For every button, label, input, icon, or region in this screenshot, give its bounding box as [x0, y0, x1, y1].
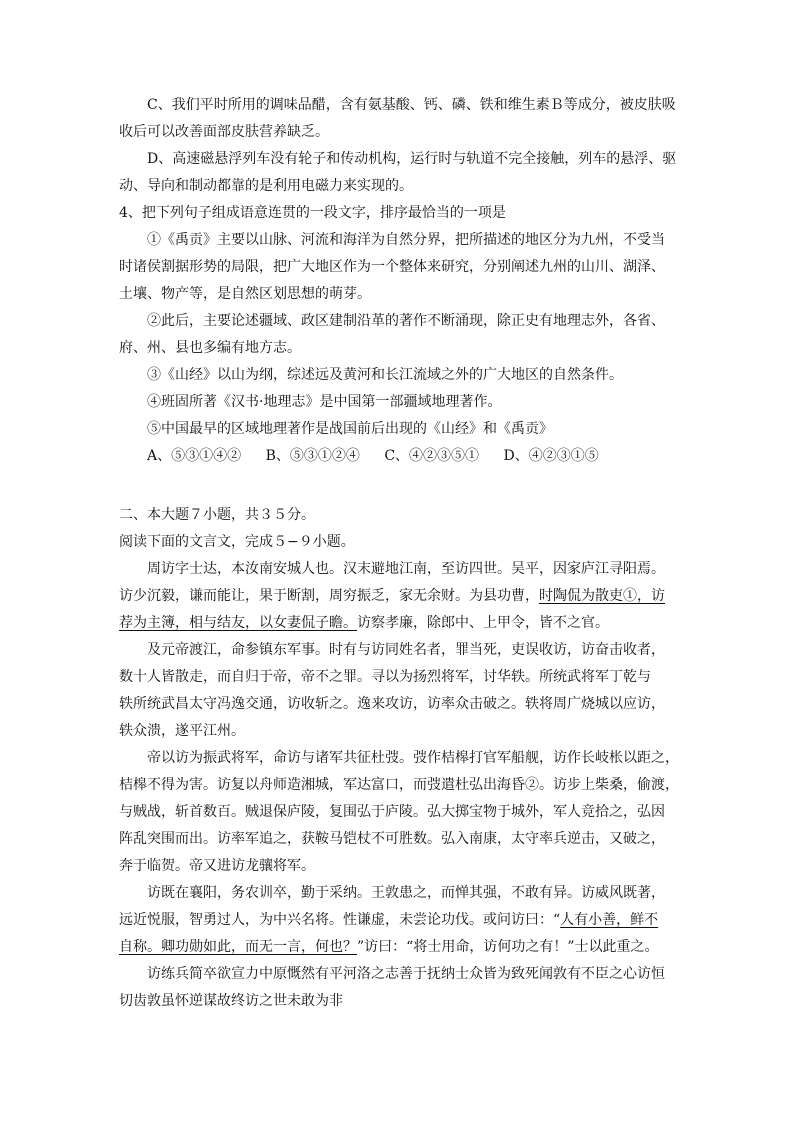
sentence-5: ⑤中国最早的区域地理著作是战国前后出现的《山经》和《禹贡》 — [147, 421, 553, 437]
passage-p1-line-2 — [119, 583, 675, 610]
passage-text: ”访曰：“将士用命，访何功之有！”士以此重之。 — [357, 939, 659, 955]
passage-text: 远近悦服，智勇过人，为中兴名将。性谦虚，未尝论功伐。或问访曰：“ — [119, 912, 561, 928]
sentence-1-line-3: 土壤、物产等，是自然区划思想的萌芽。 — [119, 286, 371, 302]
underlined-sentence-1a: 时陶侃为散吏①，访 — [539, 588, 665, 604]
answer-option-b: B、⑤③①②④ — [265, 448, 360, 464]
passage-p3-line-3: 与贼战，斩首数百。贼退保庐陵，复围弘于庐陵。弘大掷宝物于城外，军人竞拾之，弘因 — [119, 804, 665, 820]
passage-p3-line-5: 奔于临贺。帝又进访龙骧将军。 — [119, 858, 315, 874]
passage-text: 访察孝廉，除郎中、上甲令，皆不之官。 — [357, 615, 609, 631]
passage-p1-line-3 — [119, 610, 675, 637]
underlined-sentence-1b: 荐为主簿，相与结友，以女妻侃子瞻。 — [119, 615, 357, 631]
passage-p4-line-2 — [119, 907, 675, 934]
classical-passage — [119, 556, 679, 1015]
part-2-instruction: 阅读下面的文言文，完成５−９小题。 — [119, 534, 355, 550]
sentence-1-line-2: 时诸侯割据形势的局限，把广大地区作为一个整体来研究，分别阐述九州的山川、湖泽、 — [119, 259, 665, 275]
option-d-line-2: 动、导向和制动都靠的是利用电磁力来实现的。 — [119, 178, 413, 194]
sentence-4: ④班固所著《汉书·地理志》是中国第一部疆域地理著作。 — [147, 394, 502, 410]
passage-p1-line-1: 周访字士达，本汝南安城人也。汉末避地江南，至访四世。吴平，因家庐江寻阳焉。 — [147, 561, 665, 577]
passage-p3-line-2: 桔槔不得为害。访复以舟师造湘城，军达富口，而弢遣杜弘出海昏②。访步上柴桑，偷渡， — [119, 777, 679, 793]
underlined-sentence-2b: 自称。卿功勋如此，而无一言，何也？ — [119, 939, 357, 955]
option-c-line-1: C、我们平时所用的调味品醋，含有氨基酸、钙、磷、铁和维生素Ｂ等成分，被皮肤吸 — [147, 97, 676, 113]
option-c-line-2: 收后可以改善面部皮肤营养缺乏。 — [119, 124, 329, 140]
part-2-heading: 二、本大题７小题，共３５分。 — [119, 507, 315, 523]
passage-p4-line-1: 访既在襄阳，务农训卒，勤于采纳。王敦患之，而惮其强，不敢有异。访威风既著， — [147, 885, 665, 901]
passage-p2-line-1: 及元帝渡江，命参镇东军事。时有与访同姓名者，罪当死，吏误收访，访奋击收者， — [147, 642, 665, 658]
question-3-options — [119, 92, 675, 200]
passage-p4-line-3 — [119, 934, 675, 961]
sentence-2-line-2: 府、州、县也多编有地方志。 — [119, 340, 301, 356]
passage-text: 访少沉毅，谦而能让，果于断割，周穷振乏，家无余财。为县功曹， — [119, 588, 539, 604]
answer-option-c: C、④②③⑤① — [384, 448, 480, 464]
answer-option-d: D、④②③①⑤ — [503, 448, 599, 464]
passage-p2-line-3: 轶所统武昌太守冯逸交通，访收斩之。逸来攻访，访率众击破之。轶将周广烧城以应访， — [119, 696, 665, 712]
sentence-1-line-1: ①《禹贡》主要以山脉、河流和海洋为自然分界，把所描述的地区分为九州，不受当 — [147, 232, 665, 248]
option-d-line-1: D、高速磁悬浮列车没有轮子和传动机构，运行时与轨道不完全接触，列车的悬浮、驱 — [147, 151, 677, 167]
passage-p5-line-1: 访练兵简卒欲宣力中原慨然有平河洛之志善于抚纳士众皆为致死闻敦有不臣之心访恒 — [147, 966, 665, 982]
question-4 — [119, 200, 675, 470]
sentence-3: ③《山经》以山为纲，综述远及黄河和长江流域之外的广大地区的自然条件。 — [147, 367, 623, 383]
sentence-2-line-1: ②此后，主要论述疆域、政区建制沿革的著作不断涌现，除正史有地理志外，各省、 — [147, 313, 665, 329]
passage-p2-line-4: 轶众溃，遂平江州。 — [119, 723, 245, 739]
answer-option-a: A、⑤③①④② — [147, 448, 242, 464]
passage-p3-line-4: 阵乱突围而出。访率军追之，获鞍马铠杖不可胜数。弘入南康，太守率兵逆击，又破之， — [119, 831, 665, 847]
passage-p2-line-2: 数十人皆散走，而自归于帝，帝不之罪。寻以为扬烈将军，讨华轶。所统武将军丁乾与 — [119, 669, 651, 685]
question-4-stem: 4、把下列句子组成语意连贯的一段文字，排序最恰当的一项是 — [119, 205, 506, 221]
underlined-sentence-2a: 人有小善，鲜不 — [560, 912, 659, 928]
passage-p3-line-1: 帝以访为振武将军，命访与诸军共征杜弢。弢作桔槔打官军船舰，访作长岐枨以距之， — [147, 750, 679, 766]
question-4-answer-options — [119, 443, 675, 470]
part-2 — [119, 502, 675, 556]
passage-p5-line-2: 切齿敦虽怀逆谋故终访之世未敢为非 — [119, 993, 343, 1009]
